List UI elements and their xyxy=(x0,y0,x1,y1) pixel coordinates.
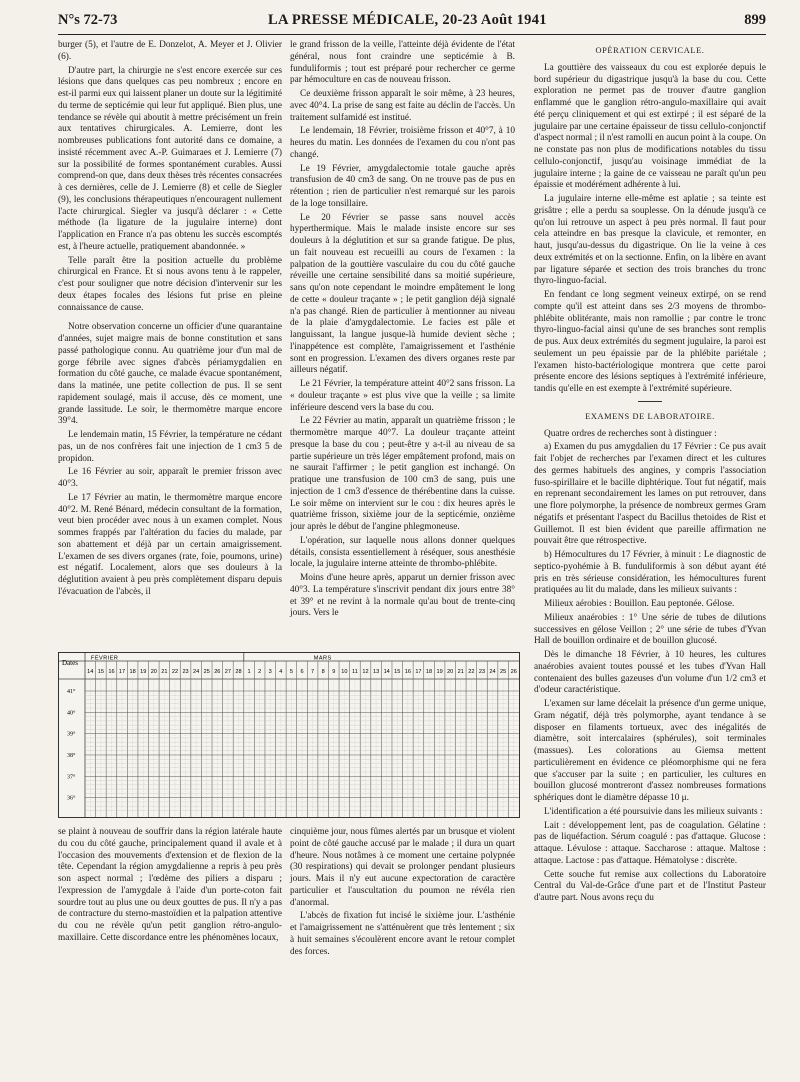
day-tick-label: 21 xyxy=(161,669,168,675)
day-tick-label: 12 xyxy=(362,669,369,675)
section-title-operation: OPÉRATION CERVICALE. xyxy=(595,46,705,55)
day-tick-label: 18 xyxy=(129,669,136,675)
temperature-tick-label: 40° xyxy=(67,710,76,717)
column-middle-top xyxy=(290,40,515,622)
day-tick-label: 22 xyxy=(171,669,179,675)
day-tick-label: 24 xyxy=(489,669,496,675)
paragraph: Milieux aérobies : Bouillon. Eau peptonée. Gélose. xyxy=(544,599,735,609)
issue-number: N°s 72-73 xyxy=(58,12,118,28)
paragraph: burger (5), et l'autre de E. Donzelot, A. Meyer et J. Olivier (6). xyxy=(58,40,282,62)
paragraph: La gouttière des vaisseaux du cou est explorée depuis le bord supérieur du digastrique jusqu'à la base du cou. Cette exploration ne permet pas de trouver d'autre ganglion enflammé que le ganglion rétro-angulo-maxillaire qui avait été perçu cliniquement et qui est extirpé ; il est séparé de la jugulaire par une certaine épaisseur de tissu cellulo-conjonctif d'aspect normal ; il n'est ramolli en aucun point à la coupe. On ne constate pas non plus de modifications notables du tissu cellulo-conjonctif, jusqu'au voisinage immédiat de la jugulaire interne ; la gaine de ce vaisseau ne paraît qu'un peu épaissie et modérément adhérente à lui. xyxy=(534,62,766,191)
paragraph: Le 20 Février se passe sans nouvel accès hyperthermique. Mais le malade insiste encore sur ses douleurs à la déglutition et sur sa grande fatigue. De plus, un fait nouveau est recueilli au cours de l'examen : la palpation de la gouttière vasculaire du cou du côté gauche réveille une certaine sensibilité dans sa moitié supérieure, sans qu'on note cependant le moindre empâtement le long de cette « douleur traçante » ; le petit ganglion déjà signalé n'a pas changé. Rien de particulier à mentionner au niveau de la plaie d'amygdalectomie. Le facies est pâle et languissant, la langue jusque-là humide devient sèche ; l'inappétence est complète, l'amaigrissement et l'asthénie sont en progression. L'examen des divers organes reste par ailleurs négatif. xyxy=(290,212,515,376)
temperature-tick-label: 37° xyxy=(67,774,76,781)
day-tick-label: 1 xyxy=(247,669,251,675)
day-tick-label: 21 xyxy=(457,669,464,675)
day-tick-label: 19 xyxy=(436,669,443,675)
day-tick-label: 8 xyxy=(321,669,325,675)
paragraph: D'autre part, la chirurgie ne s'est encore exercée sur ces lésions que dans quelques cas peu nombreux ; encore en est-il parmi eux qui laissent planer un doute sur la légitimité du terme de septicémie qui leur fut appliqué. Bien plus, une tendance se révèle qui aboutit à mettre précisément un frein aux tentatives chirurgicales. A. Lemierre, dont les nombreuses publications font autorité dans ce domaine, a insisté récemment avec A.-P. Guimaraes et J. Lemierre (7) sur la possibilité de formes spontanément curables. Aussi comprend-on que, dans deux thèses très récentes consacrées à ces dernières, celle de J. Lemierre (8) et celle de Siegler (9), les conclusions thérapeutiques n'encouragent nullement l'acte chirurgical. Siegler va jusqu'à déclarer : « Cette méthode (la ligature de la jugulaire interne) dont l'application en France n'a pas obtenu les succès escomptés est, à l'heure actuelle, pratiquement abandonnée. » xyxy=(58,65,282,252)
month-label: MARS xyxy=(313,655,332,662)
day-tick-label: 7 xyxy=(311,669,315,675)
paragraph: Cette souche fut remise aux collections du Laboratoire Central du Val-de-Grâce d'une part et de l'Institut Pasteur d'autre part. Nous avons reçu du xyxy=(534,869,766,903)
day-tick-label: 9 xyxy=(332,669,336,675)
paragraph: Moins d'une heure après, apparut un dernier frisson avec 40°3. La température s'inscrivit pendant dix jours entre 38° et 39° et ne revint à la normale qu'au bout de trente-cinq jours. Vers le xyxy=(290,573,515,619)
day-tick-label: 17 xyxy=(415,669,422,675)
day-tick-label: 27 xyxy=(224,669,232,675)
temperature-tick-label: 38° xyxy=(67,752,76,759)
paragraph: L'abcès de fixation fut incisé le sixième jour. L'asthénie et l'amaigrissement ne s'atténuèrent que très lentement ; six à huit semaines s'écoulèrent encore avant le retour complet des forces. xyxy=(290,911,515,957)
paragraph: b) Hémocultures du 17 Février, à minuit : Le diagnostic de septico-pyohémie à B. funduliformis à son début ayant été pris en très sérieuse considération, les hémocultures furent pratiquées au lit du malade, dans les milieux suivants : xyxy=(534,550,766,596)
page-number: 899 xyxy=(744,12,766,28)
column-left-bottom xyxy=(58,827,282,947)
day-tick-label: 10 xyxy=(341,669,348,675)
day-tick-label: 25 xyxy=(500,669,507,675)
paragraph: L'examen sur lame décelait la présence d'un germe unique, Gram négatif, déjà très polymorphe, ayant tendance à se disposer en filaments tortueux, avec des inégalités de diamètre, soit intercalaires (sphérules), soit terminales (massues). Les colorations au Giemsa mettent particulièrement en évidence ce pléomorphisme qui ne fera que s'accuser par la suite ; en particulier, les cultures en bouillon glucosé montreront d'assez nombreuses formations sphériques dont le diamètre dépasse 10 μ. xyxy=(534,699,766,803)
column-middle-bottom xyxy=(290,827,515,960)
day-tick-label: 17 xyxy=(118,669,126,675)
paragraph: le grand frisson de la veille, l'atteinte déjà évidente de l'état général, nous font craindre une septicémie à B. funduliformis ; tout est préparé pour rechercher ce germe par hémoculture en cas de nouveau frisson. xyxy=(290,40,515,86)
day-tick-label: 23 xyxy=(478,669,486,675)
paragraph: Le lendemain matin, 15 Février, la température ne cédant pas, un de nos confrères fait une injection de 1 cm3 5 de propidon. xyxy=(58,430,282,464)
month-label: FÉVRIER xyxy=(91,655,119,662)
header-rule xyxy=(58,34,766,35)
paragraph: Lait : développement lent, pas de coagulation. Gélatine : pas de liquéfaction. Sérum coagulé : pas d'attaque. Glucose : attaque. Lévulose : attaque. Saccharose : attaque. Maltose : attaque. Lactose : pas d'attaque. Hématolyse : discrète. xyxy=(534,820,766,866)
day-tick-label: 28 xyxy=(235,669,242,675)
day-tick-label: 23 xyxy=(182,669,189,675)
paragraph: L'opération, sur laquelle nous allons donner quelques détails, consista essentiellement à réséquer, sous anesthésie locale, la jugulaire interne atteinte de thrombo-phlébite. xyxy=(290,535,515,570)
day-tick-label: 18 xyxy=(425,669,433,675)
paragraph: Le lendemain, 18 Février, troisième frisson et 40°7, à 10 heures du matin. Les données de l'examen du cou n'ont pas changé. xyxy=(290,126,515,160)
day-tick-label: 26 xyxy=(510,669,517,675)
paragraph: Milieux anaérobies : 1° Une série de tubes de dilutions successives en gélose Veillon ; 2° une série de tubes d'Yvan Hall de bouillon ordinaire et de bouillon glucosé. xyxy=(534,612,766,647)
paragraph: Telle paraît être la position actuelle du problème chirurgical en France. Et si nous avons tenu à le rappeler, c'est pour souligner que notre décision d'intervenir sur les deux étapes focales des lésions fut prise en pleine connaissance de cause. xyxy=(58,255,282,313)
column-left-top xyxy=(58,40,282,601)
paragraph: En fendant ce long segment veineux extirpé, on se rend compte qu'il est atteint dans ses 2/3 moyens de thrombo-phlébite oblitérante, mais non ramollie ; par contre le tronc thyro-linguo-facial ainsi qu'une de ses branches sont remplis de pus. Aux deux extrémités du segment jugulaire, la paroi est seulement un peu épaissie par de la phlébite pariétale ; l'examen histo-bactériologique montrera que cette paroi présente encore des lésions septiques à l'extrémité inférieure, tandis qu'elle en est exempte à l'extrémité supérieure. xyxy=(534,290,766,394)
paragraph: Quatre ordres de recherches sont à distinguer : xyxy=(544,428,717,439)
paragraph: Ce deuxième frisson apparaît le soir même, à 23 heures, avec 40°4. La prise de sang est faite au déclin de l'accès. Un traitement sulfamidé est institué. xyxy=(290,89,515,123)
day-tick-label: 20 xyxy=(447,669,454,675)
paragraph: Le 19 Février, amygdalectomie totale gauche après transfusion de 40 cm3 de sang. On ne trouve pas de pus en rétention ; rien de particulier n'est remarqué sur les parois de la loge tonsillaire. xyxy=(290,163,515,209)
day-tick-label: 24 xyxy=(193,669,200,675)
day-tick-label: 3 xyxy=(268,669,272,675)
paragraph: a) Examen du pus amygdalien du 17 Février : Ce pus avait fait l'objet de recherches par l'examen direct et les cultures des germes habituels des angines, y compris l'association fuso-spirillaire et le bacille diphtérique. Tout fut négatif, mais en reprenant secondairement les lames on put retrouver, dans une flore polymorphe, la présence de nombreux germes Gram négatifs et présentant l'aspect du Bacillus thetoides de Rist et Guillemot. Il est bien évident que pareille affirmation ne pouvait être que rétrospective. xyxy=(534,442,766,547)
temperature-tick-label: 36° xyxy=(67,795,76,802)
paragraph: Notre observation concerne un officier d'une quarantaine d'années, sujet maigre mais de bonne constitution et sans passé pathologique connu. Au quatrième jour d'un mal de gorge fébrile avec signes d'abcès périamygdalien en formation du côté gauche, ce malade évacue spontanément, dans la matinée, une petite collection de pus. Il se sent rapidement soulagé, mais il accuse, dès ce moment, une grande lassitude. Le soir, le thermomètre marque encore 39°4. xyxy=(58,322,282,427)
paragraph: se plaint à nouveau de souffrir dans la région latérale haute du cou du côté gauche, principalement quand il avale et à l'occasion des mouvements d'extension et de flexion de la tête. Cependant la région amygdalienne a repris à peu près son aspect normal ; l'œdème des piliers a disparu ; l'expression de l'amygdale à l'aide d'un porte-coton fait sourdre tout au plus une ou deux gouttes de pus. Il n'y a pas de contracture du sterno-mastoïdien et la palpation attentive du cou ne révèle qu'un petit ganglion rétro-angulo-maxillaire. Cette discordance entre les phénomènes locaux, xyxy=(58,827,282,943)
day-tick-label: 4 xyxy=(279,669,283,675)
temperature-tick-label: 39° xyxy=(67,731,76,738)
section-divider xyxy=(638,401,662,402)
paragraph: L'identification a été poursuivie dans les milieux suivants : xyxy=(544,806,763,817)
day-tick-label: 16 xyxy=(108,669,115,675)
page-header xyxy=(58,12,766,32)
day-tick-label: 25 xyxy=(203,669,210,675)
journal-title: LA PRESSE MÉDICALE, 20-23 Août 1941 xyxy=(268,12,547,28)
paragraph: Dès le dimanche 18 Février, à 10 heures, les cultures anaérobies avaient toutes poussé et les tubes d'Yvan Hall contenaient des bulles gazeuses d'un volume d'un 1/2 cm3 et d'odeur caractéristique. xyxy=(534,650,766,696)
section-title-laboratory: EXAMENS DE LABORATOIRE. xyxy=(585,411,715,421)
day-tick-label: 20 xyxy=(150,669,157,675)
paragraph: Le 17 Février au matin, le thermomètre marque encore 40°2. M. René Bénard, médecin consultant de la formation, veut bien procéder avec nous à un examen complet. Nous sommes frappés par l'altération du facies du malade, par son abattement et déjà par un certain amaigrissement. L'examen de ses divers organes (rate, foie, poumons, urine) est négatif. Localement, alors que ses douleurs à la déglutition avaient à peu près complètement disparu depuis l'évacuation de l'abcès, il xyxy=(58,492,282,597)
day-tick-label: 16 xyxy=(404,669,411,675)
day-tick-label: 26 xyxy=(214,669,221,675)
paragraph: Le 16 Février au soir, apparaît le premier frisson avec 40°3. xyxy=(58,467,282,489)
temperature-chart xyxy=(58,652,520,818)
day-tick-label: 14 xyxy=(383,669,390,675)
day-tick-label: 13 xyxy=(372,669,380,675)
day-tick-label: 14 xyxy=(87,669,94,675)
day-tick-label: 5 xyxy=(289,669,293,675)
paragraph: Le 21 Février, la température atteint 40°2 sans frisson. La « douleur traçante » est plus vive que la veille ; sa limite inférieure descend vers la base du cou. xyxy=(290,379,515,413)
day-tick-label: 2 xyxy=(258,669,262,675)
column-right xyxy=(534,40,766,907)
paragraph: cinquième jour, nous fûmes alertés par un brusque et violent point de côté gauche accusé par le malade ; il dura un quart d'heure. Nous notâmes à ce moment une certaine polypnée (30 respirations) qui devait se prolonger pendant plusieurs jours. Mais il n'y eut aucune expectoration de caractère particulier et l'auscultation du poumon ne révéla rien d'anormal. xyxy=(290,827,515,908)
temperature-chart-svg xyxy=(59,653,519,817)
day-tick-label: 15 xyxy=(394,669,401,675)
day-tick-label: 11 xyxy=(352,669,358,675)
day-tick-label: 22 xyxy=(468,669,475,675)
day-tick-label: 6 xyxy=(300,669,304,675)
paragraph: La jugulaire interne elle-même est aplatie ; sa teinte est grisâtre ; elle a perdu sa souplesse. On la dénude jusqu'à ce qu'on lui retrouve un aspect à peu près normal. Il faut pour cela atteindre en bas presque la clavicule, et remonter, en haut, jusqu'au-dessus du digastrique. On lie la veine à ces deux extrémités et on la sectionne. Enfin, on la libère en avant par ligature séparée et section des trois branches du tronc thyro-linguo-facial. xyxy=(534,194,766,287)
day-tick-label: 15 xyxy=(97,669,104,675)
paragraph: Le 22 Février au matin, apparaît un quatrième frisson ; le thermomètre marque 40°7. La douleur traçante atteint presque la base du cou ; peut-être y a-t-il au niveau de sa partie supérieure un très léger empâtement profond, mais on ne saurait l'affirmer ; le petit ganglion est inchangé. On pratique une transfusion de 100 cm3 de sang, puis une injection de 1 cm3 d'essence de thérébentine dans la cuisse. Le soir même on intervient sur le cou : dix heures après le quatrième frisson, sixième jour de la septicémie, onzième jour après le début de l'angine phlegmoneuse. xyxy=(290,416,515,532)
dates-label: Dates xyxy=(62,659,78,667)
temperature-tick-label: 41° xyxy=(67,689,76,695)
day-tick-label: 19 xyxy=(140,669,147,675)
